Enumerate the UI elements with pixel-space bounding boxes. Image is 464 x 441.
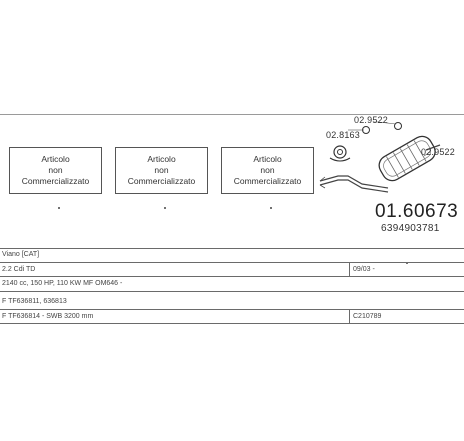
card-3-line2: non bbox=[260, 165, 275, 175]
card-1-line3: Commercializzato bbox=[21, 176, 90, 186]
part-label-2: 02.8163 bbox=[326, 130, 360, 140]
row-model: Viano [CAT] bbox=[2, 251, 40, 258]
part-label-1: 02.9522 bbox=[354, 115, 388, 125]
card-2-line2: non bbox=[154, 165, 169, 175]
table-row-line-5 bbox=[0, 309, 464, 310]
card-3-line1: Articolo bbox=[253, 154, 282, 164]
row-note-2: F TF636814 - SWB 3200 mm bbox=[2, 313, 94, 320]
oem-number: 6394903781 bbox=[381, 223, 440, 234]
row-engine: 2.2 Cdi TD bbox=[2, 266, 36, 273]
card-3-dot bbox=[270, 207, 272, 209]
table-row-line-6 bbox=[0, 323, 464, 324]
part-label-3: 02.9522 bbox=[421, 147, 455, 157]
product-card-3 bbox=[221, 147, 314, 194]
row-specs: 2140 cc, 150 HP, 110 KW MF OM646 - bbox=[2, 280, 123, 287]
card-2-line3: Commercializzato bbox=[127, 176, 196, 186]
row-date: 09/03 - bbox=[353, 266, 375, 273]
product-card-1 bbox=[9, 147, 102, 194]
product-card-2 bbox=[115, 147, 208, 194]
product-number: 01.60673 bbox=[375, 201, 459, 222]
row-note-1: F TF636811, 636813 bbox=[2, 298, 67, 305]
card-1-line1: Articolo bbox=[41, 154, 70, 164]
table-row-line-2 bbox=[0, 262, 464, 263]
table-col-divider-1 bbox=[349, 262, 350, 276]
row-code: C210789 bbox=[353, 313, 382, 320]
table-row-line-3 bbox=[0, 276, 464, 277]
table-row-line-4 bbox=[0, 291, 464, 292]
divider-top bbox=[0, 114, 464, 115]
card-3-line3: Commercializzato bbox=[233, 176, 302, 186]
card-2-line1: Articolo bbox=[147, 154, 176, 164]
card-1-dot bbox=[58, 207, 60, 209]
card-2-dot bbox=[164, 207, 166, 209]
table-col-divider-2 bbox=[349, 309, 350, 323]
table-row-line-1 bbox=[0, 248, 464, 249]
card-1-line2: non bbox=[48, 165, 63, 175]
